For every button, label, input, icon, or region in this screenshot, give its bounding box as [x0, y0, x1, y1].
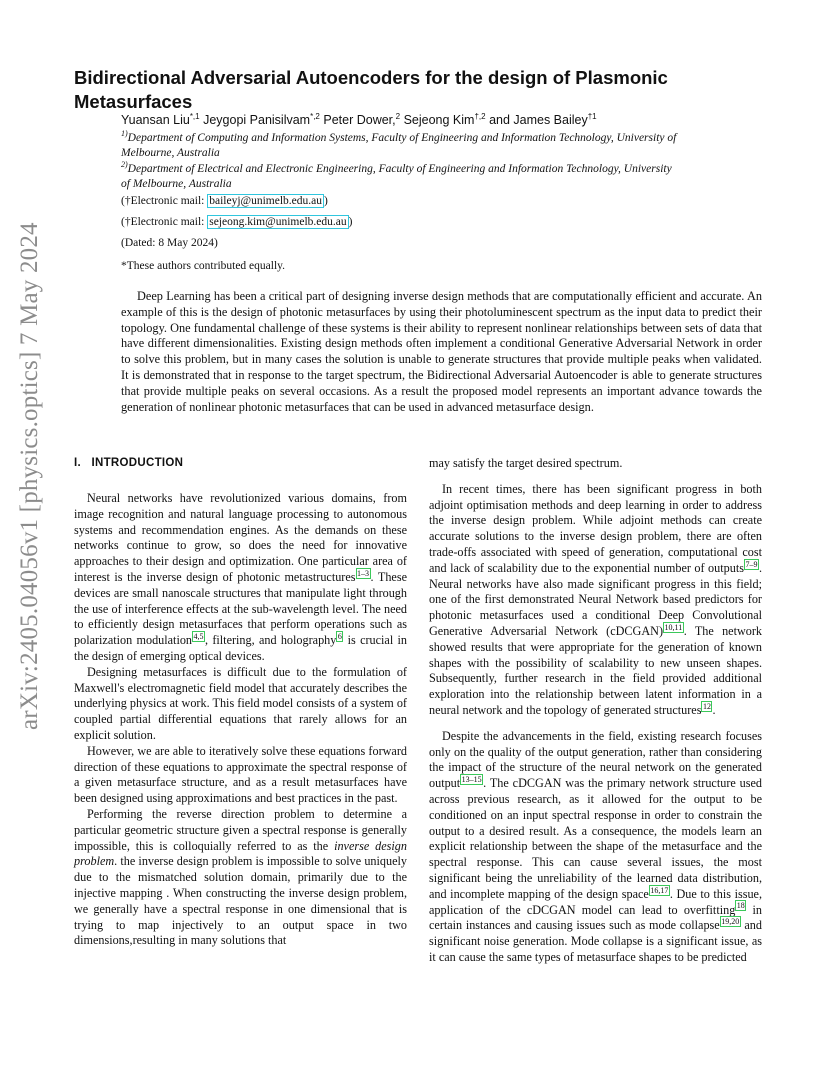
equal-contribution-note: *These authors contributed equally.: [121, 260, 286, 272]
author-name: Peter Dower,: [323, 113, 396, 127]
author-marker: *,1: [189, 111, 200, 121]
affiliation-marker: 2): [121, 160, 128, 170]
email-link-bailey[interactable]: baileyj@unimelb.edu.au: [209, 195, 323, 207]
paragraph-text: . The cDCGAN was the primary network structure used across previous research, as it allowed for the output to be conditioned on an input spectral response in order to constrain the output to a desired result. As a consequence, the models learn an explicit relationship between the shape of the metasurface and the spectral response. This can cause several issues, the most significant being the unreliability of the learned data distribution, and incomplete mapping of the design space: [429, 776, 762, 901]
author-name: Yuansan Liu: [121, 113, 190, 127]
paragraph-text: , filtering, and holography: [205, 633, 337, 648]
citation-link[interactable]: 6: [337, 632, 342, 642]
left-column: [74, 491, 407, 949]
email-suffix: ): [348, 216, 353, 228]
citation-link[interactable]: 4,5: [193, 632, 204, 642]
citation-link[interactable]: 10,11: [664, 622, 683, 632]
author-name: Jeygopi Panisilvam: [203, 113, 311, 127]
paragraph: [429, 729, 762, 966]
email-line-1: [121, 195, 328, 207]
paragraph-text: . These devices are small nanoscale structures that manipulate light through the use of interference effects at the sub-wavelength level. The need to efficiently design metasurfaces that perform operations such as polarization modulation: [74, 569, 407, 648]
paragraph: [74, 807, 407, 949]
paragraph-text: . the inverse design problem is impossible to solve uniquely due to the mismatched solution domain, primarily due to the injective mapping . When constructing the inverse design problem, we generally have a spectral response in one dimensional that is trying to map injectively to an output space in two dimensions,resulting in many solutions that: [74, 854, 407, 948]
email-prefix: (†Electronic mail:: [121, 216, 208, 228]
abstract: Deep Learning has been a critical part of designing inverse design methods that are computationally efficient and accurate. An example of this is the design of photonic metasurfaces by using their photoluminescent spectrum as the input data to predict their topology. One fundamental challenge of these systems is their ability to represent nonlinear relationships between sets of data that have different dimensionalities. Existing design methods often implement a conditional Generative Adversarial Network in order to solve this problem, but in many cases the solution is unable to generate structures that provide multiple peaks when validated. It is demonstrated that in response to the target spectrum, the Bidirectional Adversarial Autoencoder is able to generate structures that provide multiple peaks on several occasions. As a result the proposed model represents an important advance towards the generation of nonlinear photonic metasurfaces that can be used in advanced metasurface design.: [121, 289, 762, 414]
section-heading: [74, 457, 183, 469]
paragraph-text: Performing the reverse direction problem to determine a particular geometric structure given a spectral response is generally impossible, this is colloquially referred to as the: [74, 806, 407, 853]
paragraph-text: Neural networks have revolutionized various domains, from image recognition and natural language processing to autonomous systems and recommendation engines. As the demands on these networks continue to grow, so does the need for innovative approaches to their design and optimization. One particular area of interest is the inverse design of photonic metastructures: [74, 491, 407, 584]
paragraph-text: .: [712, 702, 716, 717]
citation-link[interactable]: 13–15: [461, 775, 482, 785]
affiliation-marker: 1): [121, 129, 128, 139]
paragraph-text: . Due to this issue, application of the cDCGAN model can lead to overfitting: [429, 886, 762, 917]
email-prefix: (†Electronic mail:: [121, 195, 208, 207]
citation-link[interactable]: 18: [736, 901, 745, 911]
section-title: INTRODUCTION: [91, 457, 184, 469]
affiliation-1: [121, 131, 681, 161]
right-column: [429, 456, 762, 966]
citation-link[interactable]: 1–3: [357, 568, 370, 578]
arxiv-identifier: arXiv:2405.04056v1 [physics.optics] 7 May 2024: [16, 222, 43, 730]
paragraph-text: In recent times, there has been significant progress in both adjoint optimisation methods and deep learning in order to address the inverse design problem. While adjoint methods can create accurate solutions to the inverse design problem, there are often trade-offs associated with speed of generation, computational cost and lack of scalability due to the exponential number of outputs: [429, 481, 762, 575]
citation-link[interactable]: 19,20: [721, 917, 740, 927]
citation-link[interactable]: 7–9: [745, 559, 758, 569]
author-marker: †,2: [474, 111, 486, 121]
paper-title: Bidirectional Adversarial Autoencoders for the design of Plasmonic Metasurfaces: [74, 67, 668, 112]
section-number: I.: [74, 457, 81, 469]
paragraph-text: Despite the advancements in the field, existing research focuses only on the quality of the output generation, rather than considering the impact of the structure of the neural network on the generated output: [429, 728, 762, 791]
author-name: Sejeong Kim: [403, 113, 475, 127]
paragraph-text: . Neural networks have also made significant progress in this field; one of the first demonstrated Neural Network based predictors for photonic metasurfaces used a conditional Deep Convolutional Generative Adversarial Network (cDCGAN): [429, 560, 762, 638]
citation-link[interactable]: 16,17: [650, 885, 669, 895]
paragraph: [74, 491, 407, 665]
email-suffix: ): [324, 195, 328, 207]
paragraph-text: in certain instances and causing issues such as mode collapse: [429, 902, 762, 933]
paragraph: Designing metasurfaces is difficult due to the formulation of Maxwell's electromagnetic field model that accurately describes the underlying physics at work. This field model consists of a system of coupled partial differential equations that rarely allows for an explicit solution.: [74, 664, 407, 742]
date-line: (Dated: 8 May 2024): [121, 237, 218, 249]
paragraph: However, we are able to iteratively solve these equations forward direction of these equations to approximate the spectral response of a given metasurface structure, and as a result metasurfaces have been designed using approximations and best practices in the past.: [74, 743, 407, 806]
citation-link[interactable]: 12: [702, 701, 711, 711]
author-list: [121, 113, 597, 127]
author-marker: 2: [395, 111, 401, 121]
author-marker: *,2: [310, 111, 320, 121]
author-marker: †1: [587, 111, 597, 121]
paragraph-text: . The network showed results that were appropriate for the generation of known shapes with the possibility of scalability to new unseen shapes. Subsequently, further research in the field provided additional exploration into the relationship between latent information in a neural network and the topology of generated structures: [429, 623, 763, 717]
paragraph-continuation: may satisfy the target desired spectrum.: [429, 456, 623, 470]
paragraph: [429, 482, 762, 719]
affiliation-2: [121, 162, 681, 192]
paragraph-text: and significant noise generation. Mode collapse is a significant issue, as it can cause the same types of metasurface shapes to be predicted: [429, 918, 762, 964]
paragraph-text: is crucial in the design of emerging optical devices.: [74, 633, 407, 663]
email-line-2: [121, 216, 352, 228]
emphasized-term: inverse design problem: [74, 838, 407, 869]
email-link-kim[interactable]: sejeong.kim@unimelb.edu.au: [209, 216, 347, 228]
affiliation-text: Department of Electrical and Electronic Engineering, Faculty of Engineering and Information Technology, University of Melbourne, Australia: [121, 163, 672, 190]
author-name: and James Bailey: [489, 113, 588, 127]
affiliation-text: Department of Computing and Information Systems, Faculty of Engineering and Information Technology, University of Melbourne, Australia: [121, 132, 677, 159]
